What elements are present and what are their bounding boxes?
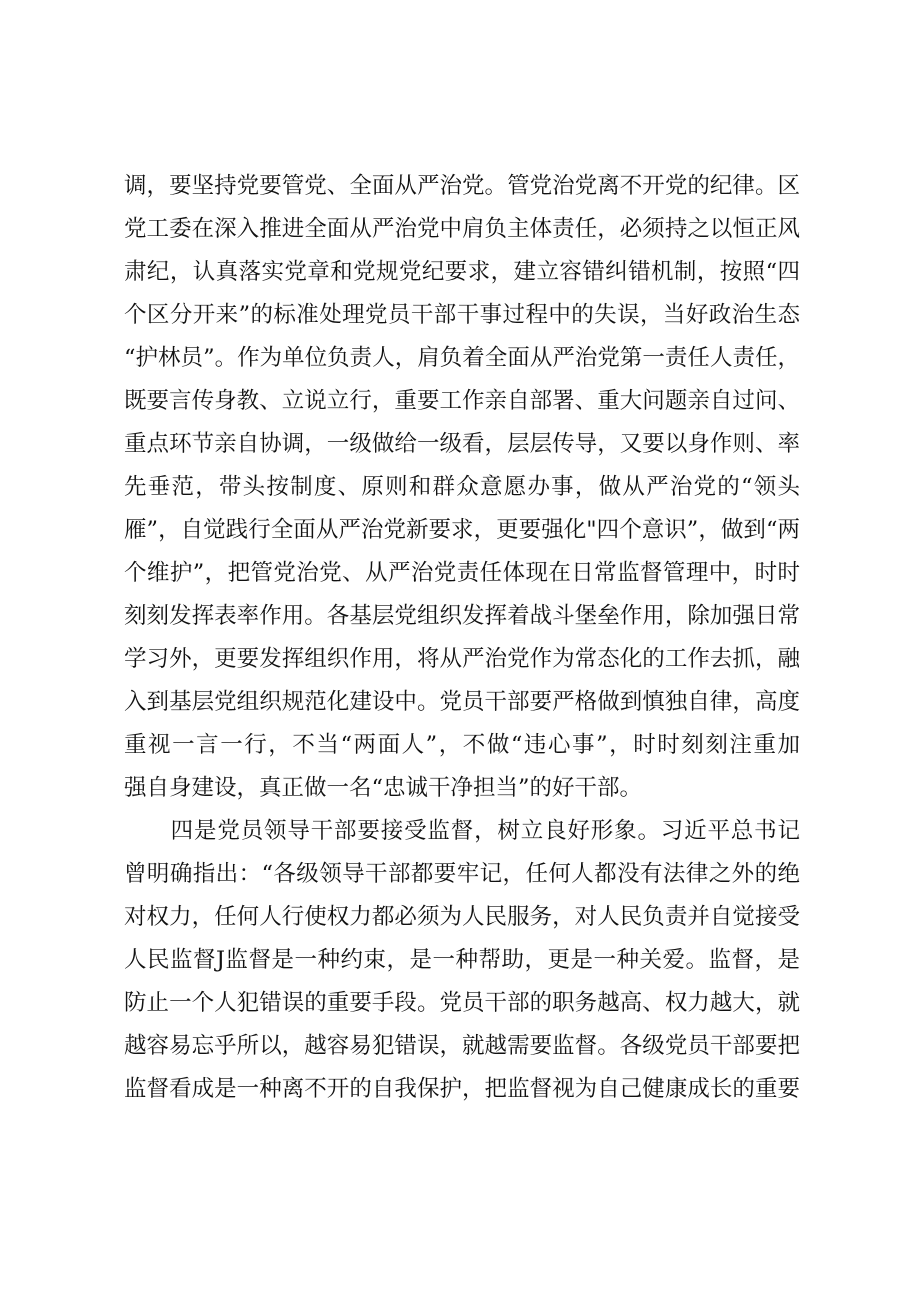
text-line: 四是党员领导干部要接受监督，树立良好形象。习近平总书记 [124,818,800,844]
text-line: 强自身建设，真正做一名“忠诚干净担当”的好干部。 [124,775,643,801]
text-line: 曾明确指出：“各级领导干部都要牢记，任何人都没有法律之外的绝 [124,861,800,887]
text-line: 学习外，更要发挥组织作用，将从严治党作为常态化的工作去抓，融 [124,646,800,672]
text-line: 调，要坚持党要管党、全面从严治党。管党治党离不开党的纪律。区 [124,173,800,199]
text-line: 刻刻发挥表率作用。各基层党组织发挥着战斗堡垒作用，除加强日常 [124,603,800,629]
text-line: 个区分开来”的标准处理党员干部干事过程中的失误，当好政治生态 [124,302,800,328]
text-line: 先垂范，带头按制度、原则和群众意愿办事，做从严治党的“领头 [124,474,800,500]
text-line: 肃纪，认真落实党章和党规党纪要求，建立容错纠错机制，按照“四 [124,259,800,285]
text-line: 入到基层党组织规范化建设中。党员干部要严格做到慎独自律，高度 [124,689,800,715]
text-line: 重点环节亲自协调，一级做给一级看，层层传导，又要以身作则、率 [124,431,800,457]
text-line: 越容易忘乎所以，越容易犯错误，就越需要监督。各级党员干部要把 [124,1033,800,1059]
text-line: 对权力，任何人行使权力都必须为人民服务，对人民负责并自觉接受 [124,904,800,930]
text-line: 人民监督J监督是一种约束，是一种帮助，更是一种关爱。监督，是 [124,947,800,973]
text-line: 雁”，自觉践行全面从严治党新要求，更要强化"四个意识”，做到“两 [124,517,800,543]
text-line: 监督看成是一种离不开的自我保护，把监督视为自己健康成长的重要 [124,1076,800,1102]
text-line: 个维护”，把管党治党、从严治党责任体现在日常监督管理中，时时 [124,560,800,586]
text-line: 党工委在深入推进全面从严治党中肩负主体责任，必须持之以恒正风 [124,216,800,242]
text-line: 重视一言一行，不当“两面人”，不做“违心事”，时时刻刻注重加 [124,732,800,758]
text-line: 防止一个人犯错误的重要手段。党员干部的职务越高、权力越大，就 [124,990,800,1016]
text-line: “护林员”。作为单位负责人，肩负着全面从严治党第一责任人责任， [124,345,800,371]
text-line: 既要言传身教、立说立行，重要工作亲自部署、重大问题亲自过问、 [124,388,800,414]
